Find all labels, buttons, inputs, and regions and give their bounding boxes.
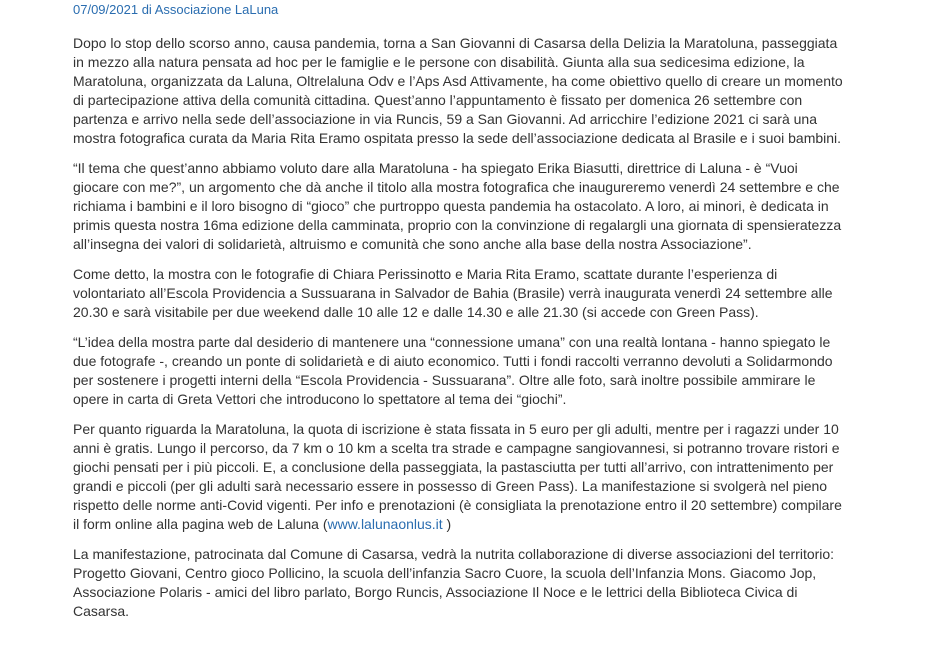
registration-end: ) (442, 516, 452, 532)
post-by: di (138, 2, 155, 17)
paragraph-registration (73, 420, 863, 534)
paragraph-quote-director: “Il tema che quest’anno abbiamo voluto dare alla Maratoluna - ha spiegato Erika Biasutti, direttrice di Laluna - è “Vuoi giocare con me?”, un argomento che dà anche il titolo alla mostra fotografica che inaugureremo venerdì 24 settembre e che richiama i bambini e il loro bisogno di “gioco” che purtroppo questa pandemia ha ostacolato. A loro, ai minori, è dedicata in primis questa nostra 16ma edizione della camminata, proprio con la convinzione di regalargli una giornata di spensieratezza all’insegna dei valori di solidarietà, altruismo e comunità che sono anche alla base della nostra Associazione”. (73, 160, 842, 252)
paragraph-quote-photographers: “L’idea della mostra parte dal desiderio di mantenere una “connessione umana” con una realtà lontana - hanno spiegato le due fotografe -, creando un ponte di solidarietà e di aiuto economico. Tutti i fondi raccolti verranno devoluti a Solidarmondo per sostenere i progetti interni della “Escola Providencia - Sussuarana”. Oltre alle foto, sarà inoltre possibile ammirare le opere in carta di Greta Vettori che introducono lo spettatore al tema dei “giochi”. (73, 334, 833, 407)
paragraph-intro: Dopo lo stop dello scorso anno, causa pandemia, torna a San Giovanni di Casarsa della Delizia la Maratoluna, passeggiata in mezzo alla natura pensata ad hoc per le famiglie e le persone con disabilità. Giunta alla sua sedicesima edizione, la Maratoluna, organizzata da Laluna, Oltrelaluna Odv e l’Aps Asd Attivamente, ha come obiettivo quello di creare un momento di partecipazione attiva della comunità cittadina. Quest’anno l’appuntamento è fissato per domenica 26 settembre con partenza e arrivo nella sede dell’associazione in via Runcis, 59 a San Giovanni. Ad arricchire l’edizione 2021 ci sarà una mostra fotografica curata da Maria Rita Eramo ospitata presso la sede dell’associazione dedicata al Brasile e i suoi bambini. (73, 35, 843, 146)
post-author[interactable]: Associazione LaLuna (154, 2, 279, 17)
registration-text: Per quanto riguarda la Maratoluna, la quota di iscrizione è stata fissata in 5 euro per gli adulti, mentre per i ragazzi under 10 anni è gratis. Lungo il percorso, da 7 km o 10 km a scelta tra strade e campagne sangiovannesi, si potranno trovare ristori e giochi pensati per i più piccoli. E, a conclusione della passeggiata, la pastasciutta per tutti all’arrivo, con intrattenimento per grandi e piccoli (per gli adulti sarà necessario essere in possesso di Green Pass). La manifestazione si svolgerà nel pieno rispetto delle norme anti-Covid vigenti. Per info e prenotazioni (è consigliata la prenotazione entro il 20 settembre) compilare il form online alla pagina web de Laluna ( (73, 421, 842, 532)
website-link[interactable]: www.lalunaonlus.it (327, 516, 443, 532)
post-meta (73, 2, 278, 18)
paragraph-partners: La manifestazione, patrocinata dal Comune di Casarsa, vedrà la nutrita collaborazione di diverse associazioni del territorio: Progetto Giovani, Centro gioco Pollicino, la scuola dell’infanzia Sacro Cuore, la scuola dell’Infanzia Mons. Giacomo Jop, Associazione Polaris - amici del libro parlato, Borgo Runcis, Associazione Il Noce e le lettrici della Biblioteca Civica di Casarsa. (73, 546, 835, 619)
paragraph-exhibition: Come detto, la mostra con le fotografie di Chiara Perissinotto e Maria Rita Eramo, scattate durante l’esperienza di volontariato all’Escola Providencia a Sussuarana in Salvador de Bahia (Brasile) verrà inaugurata venerdì 24 settembre alle 20.30 e sarà visitabile per due weekend dalle 10 alle 12 e dalle 14.30 e alle 21.30 (si accede con Green Pass). (73, 266, 833, 320)
article-body (73, 34, 863, 632)
post-date[interactable]: 07/09/2021 (73, 2, 139, 17)
